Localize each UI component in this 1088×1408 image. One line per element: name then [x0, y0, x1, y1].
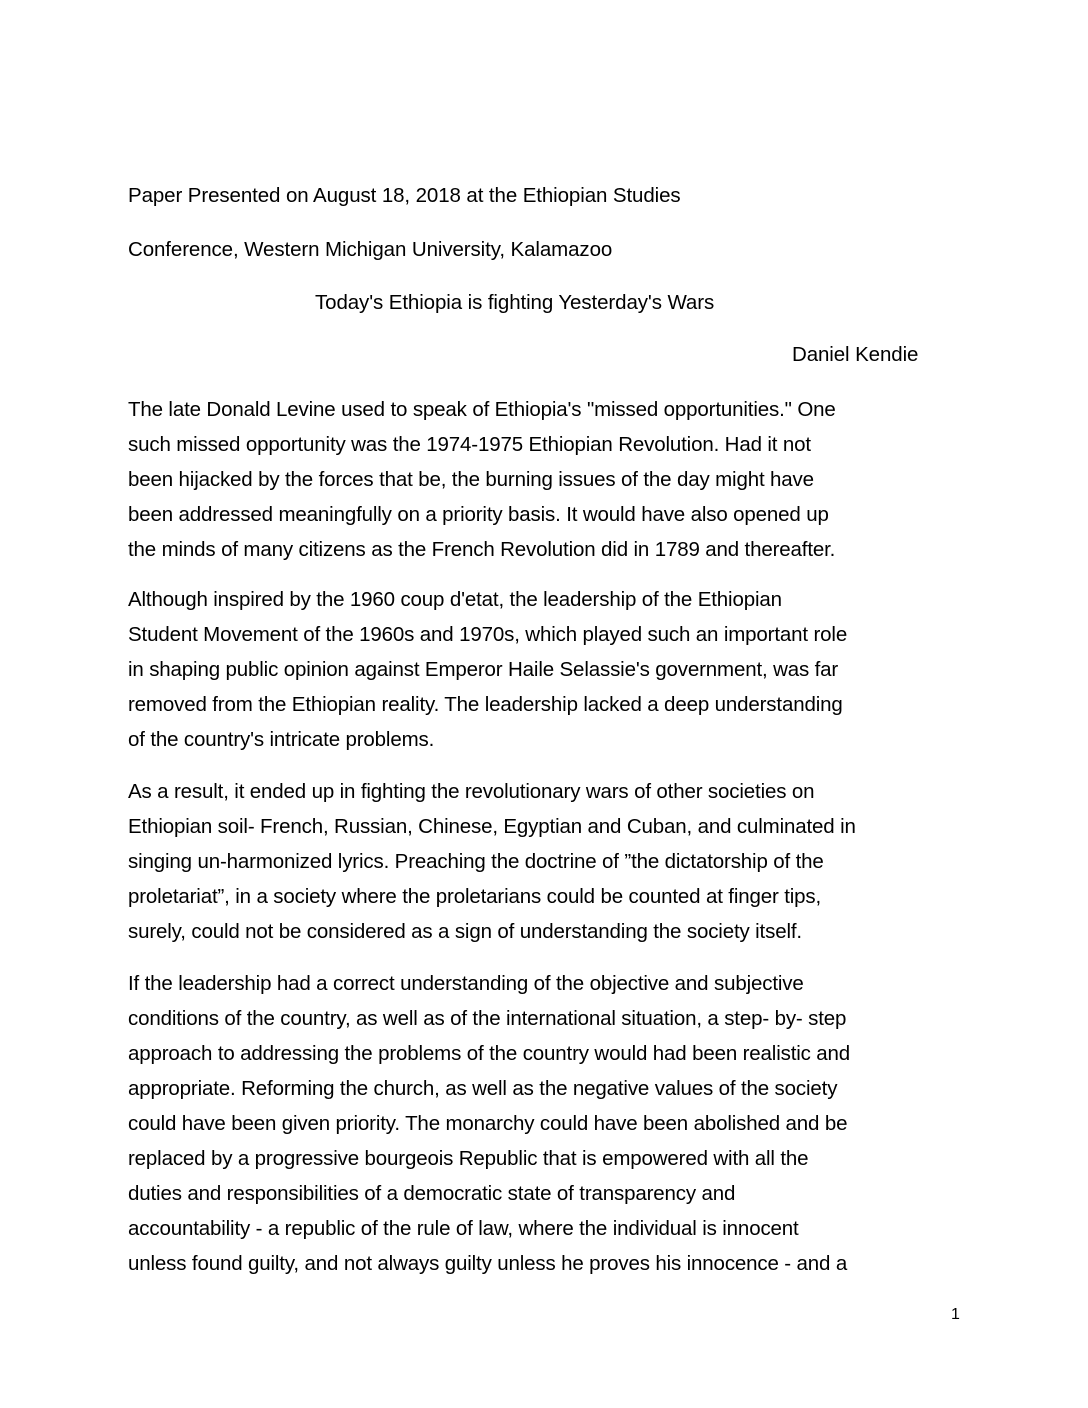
paragraph-line: appropriate. Reforming the church, as well as the negative values of the society	[128, 1077, 838, 1100]
paragraph-line: replaced by a progressive bourgeois Republic that is empowered with all the	[128, 1147, 809, 1170]
paragraph-4	[128, 966, 958, 1281]
paragraph-3	[128, 774, 958, 949]
paragraph-line: approach to addressing the problems of the country would had been realistic and	[128, 1042, 851, 1065]
paragraph-line: unless found guilty, and not always guilty unless he proves his innocence - and a	[128, 1252, 848, 1275]
paragraph-line: been addressed meaningfully on a priority basis. It would have also opened up	[128, 503, 829, 526]
paragraph-line: conditions of the country, as well as of the international situation, a step- by- step	[128, 1007, 847, 1030]
paragraph-line: singing un-harmonized lyrics. Preaching the doctrine of ”the dictatorship of the	[128, 850, 824, 873]
paragraph-line: accountability - a republic of the rule of law, where the individual is innocent	[128, 1217, 799, 1240]
paragraph-line: As a result, it ended up in fighting the revolutionary wars of other societies on	[128, 780, 815, 803]
paragraph-line: Although inspired by the 1960 coup d'etat, the leadership of the Ethiopian	[128, 588, 782, 611]
paragraph-line: Ethiopian soil- French, Russian, Chinese, Egyptian and Cuban, and culminated in	[128, 815, 856, 838]
paragraph-line: Student Movement of the 1960s and 1970s, which played such an important role	[128, 623, 848, 646]
paragraph-1	[128, 392, 958, 567]
page-number: 1	[951, 1306, 960, 1323]
paper-title: Today's Ethiopia is fighting Yesterday's Wars	[315, 291, 715, 314]
paragraph-line: of the country's intricate problems.	[128, 728, 435, 751]
paragraph-line: in shaping public opinion against Emperor Haile Selassie's government, was far	[128, 658, 839, 681]
paragraph-line: surely, could not be considered as a sign of understanding the society itself.	[128, 920, 802, 943]
paragraph-line: been hijacked by the forces that be, the burning issues of the day might have	[128, 468, 814, 491]
paragraph-line: such missed opportunity was the 1974-1975 Ethiopian Revolution. Had it not	[128, 433, 811, 456]
author-name: Daniel Kendie	[792, 343, 919, 366]
paragraph-2	[128, 582, 958, 757]
paragraph-line: proletariat”, in a society where the proletarians could be counted at finger tips,	[128, 885, 822, 908]
paragraph-line: duties and responsibilities of a democratic state of transparency and	[128, 1182, 736, 1205]
header-line-2: Conference, Western Michigan University, Kalamazoo	[128, 238, 613, 261]
paragraph-line: The late Donald Levine used to speak of Ethiopia's "missed opportunities." One	[128, 398, 836, 421]
header-line-1: Paper Presented on August 18, 2018 at the Ethiopian Studies	[128, 184, 681, 207]
paragraph-line: the minds of many citizens as the French Revolution did in 1789 and thereafter.	[128, 538, 836, 561]
paragraph-line: could have been given priority. The monarchy could have been abolished and be	[128, 1112, 848, 1135]
paragraph-line: If the leadership had a correct understanding of the objective and subjective	[128, 972, 804, 995]
paragraph-line: removed from the Ethiopian reality. The leadership lacked a deep understanding	[128, 693, 843, 716]
